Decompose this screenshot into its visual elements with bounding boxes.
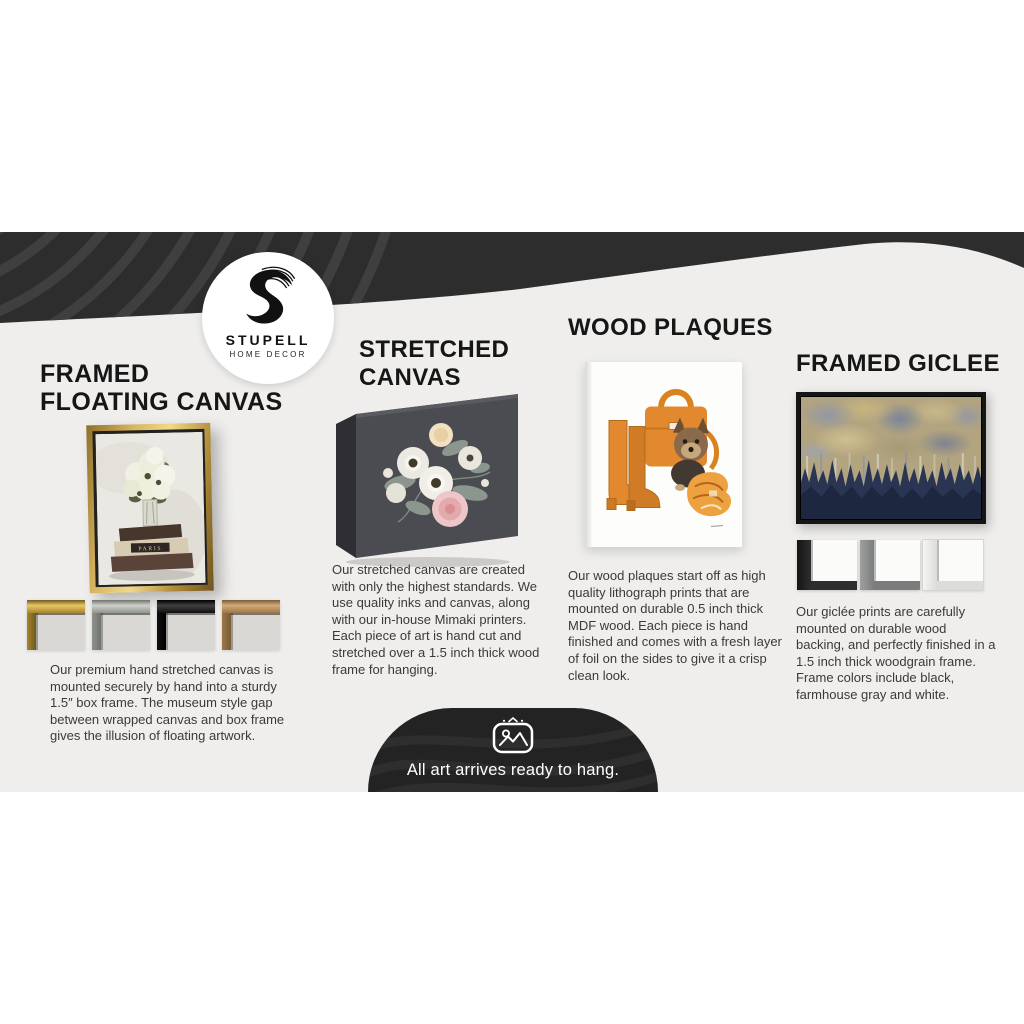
abstract-giclee-artwork	[801, 397, 981, 519]
floating-frame-finish-swatches	[27, 600, 280, 650]
frame-swatch-black	[157, 600, 215, 650]
floating-canvas-product-image	[86, 423, 213, 594]
section-title-stretched-canvas: STRETCHED CANVAS	[359, 336, 510, 391]
hydrangea-artwork	[95, 431, 205, 584]
section-title-wood-plaques: WOOD PLAQUES	[568, 314, 773, 341]
frame-swatch-gold	[27, 600, 85, 650]
framed-giclee-product-image	[796, 392, 986, 524]
plaque-side-foil	[585, 362, 593, 547]
wood-plaques-description: Our wood plaques start off as high quality lithograph prints that are mounted on durable 0.5 inch thick MDF wood. Each piece is hand finished and comes with a fresh layer of foil on the sides to give it a crisp clean look.	[568, 568, 782, 683]
banner-text: All art arrives ready to hang.	[406, 761, 620, 779]
stretched-canvas-description: Our stretched canvas are created with only the highest standards. We use quality inks and canvas, along with our in-house Mimaki printers. Each piece of art is hand cut and stretched over a 1.5 inch thick wood frame for hanging.	[332, 562, 540, 677]
museum-gap	[92, 429, 207, 587]
floating-canvas-description: Our premium hand stretched canvas is mounted securely by hand into a sturdy 1.5″ box frame. The museum style gap between wrapped canvas and box frame gives the illusion of floating artwork.	[50, 662, 285, 744]
dog-and-handbag-artwork	[593, 368, 733, 538]
giclee-swatch-black	[797, 540, 857, 590]
stupell-s-swirl-icon	[237, 262, 299, 334]
section-title-framed-giclee: FRAMED GICLEE	[796, 350, 1000, 377]
frame-swatch-bronze	[222, 600, 280, 650]
book-stack	[110, 523, 193, 571]
svg-text:PARIS: PARIS	[137, 545, 162, 553]
promo-graphic	[0, 232, 1024, 792]
giclee-frame-finish-swatches	[797, 540, 983, 590]
giclee-swatch-farmhouse-gray	[860, 540, 920, 590]
header-wave	[0, 232, 1024, 342]
wood-plaque-product-image	[585, 362, 742, 547]
stretched-canvas-product-image	[328, 388, 524, 570]
framed-picture-icon	[490, 717, 536, 760]
scarf	[687, 472, 731, 516]
brand-name: STUPELL	[225, 332, 311, 348]
ready-to-hang-banner	[368, 708, 658, 792]
section-title-framed-floating-canvas: FRAMED FLOATING CANVAS	[40, 360, 283, 416]
brand-tagline: HOME DECOR	[229, 350, 307, 359]
giclee-swatch-white	[923, 540, 983, 590]
framed-giclee-description: Our giclée prints are carefully mounted on durable wood backing, and perfectly finished in a 1.5 inch thick woodgrain frame. Frame colors include black, farmhouse gray and white.	[796, 604, 996, 702]
vase	[142, 499, 156, 525]
frame-swatch-silver	[92, 600, 150, 650]
